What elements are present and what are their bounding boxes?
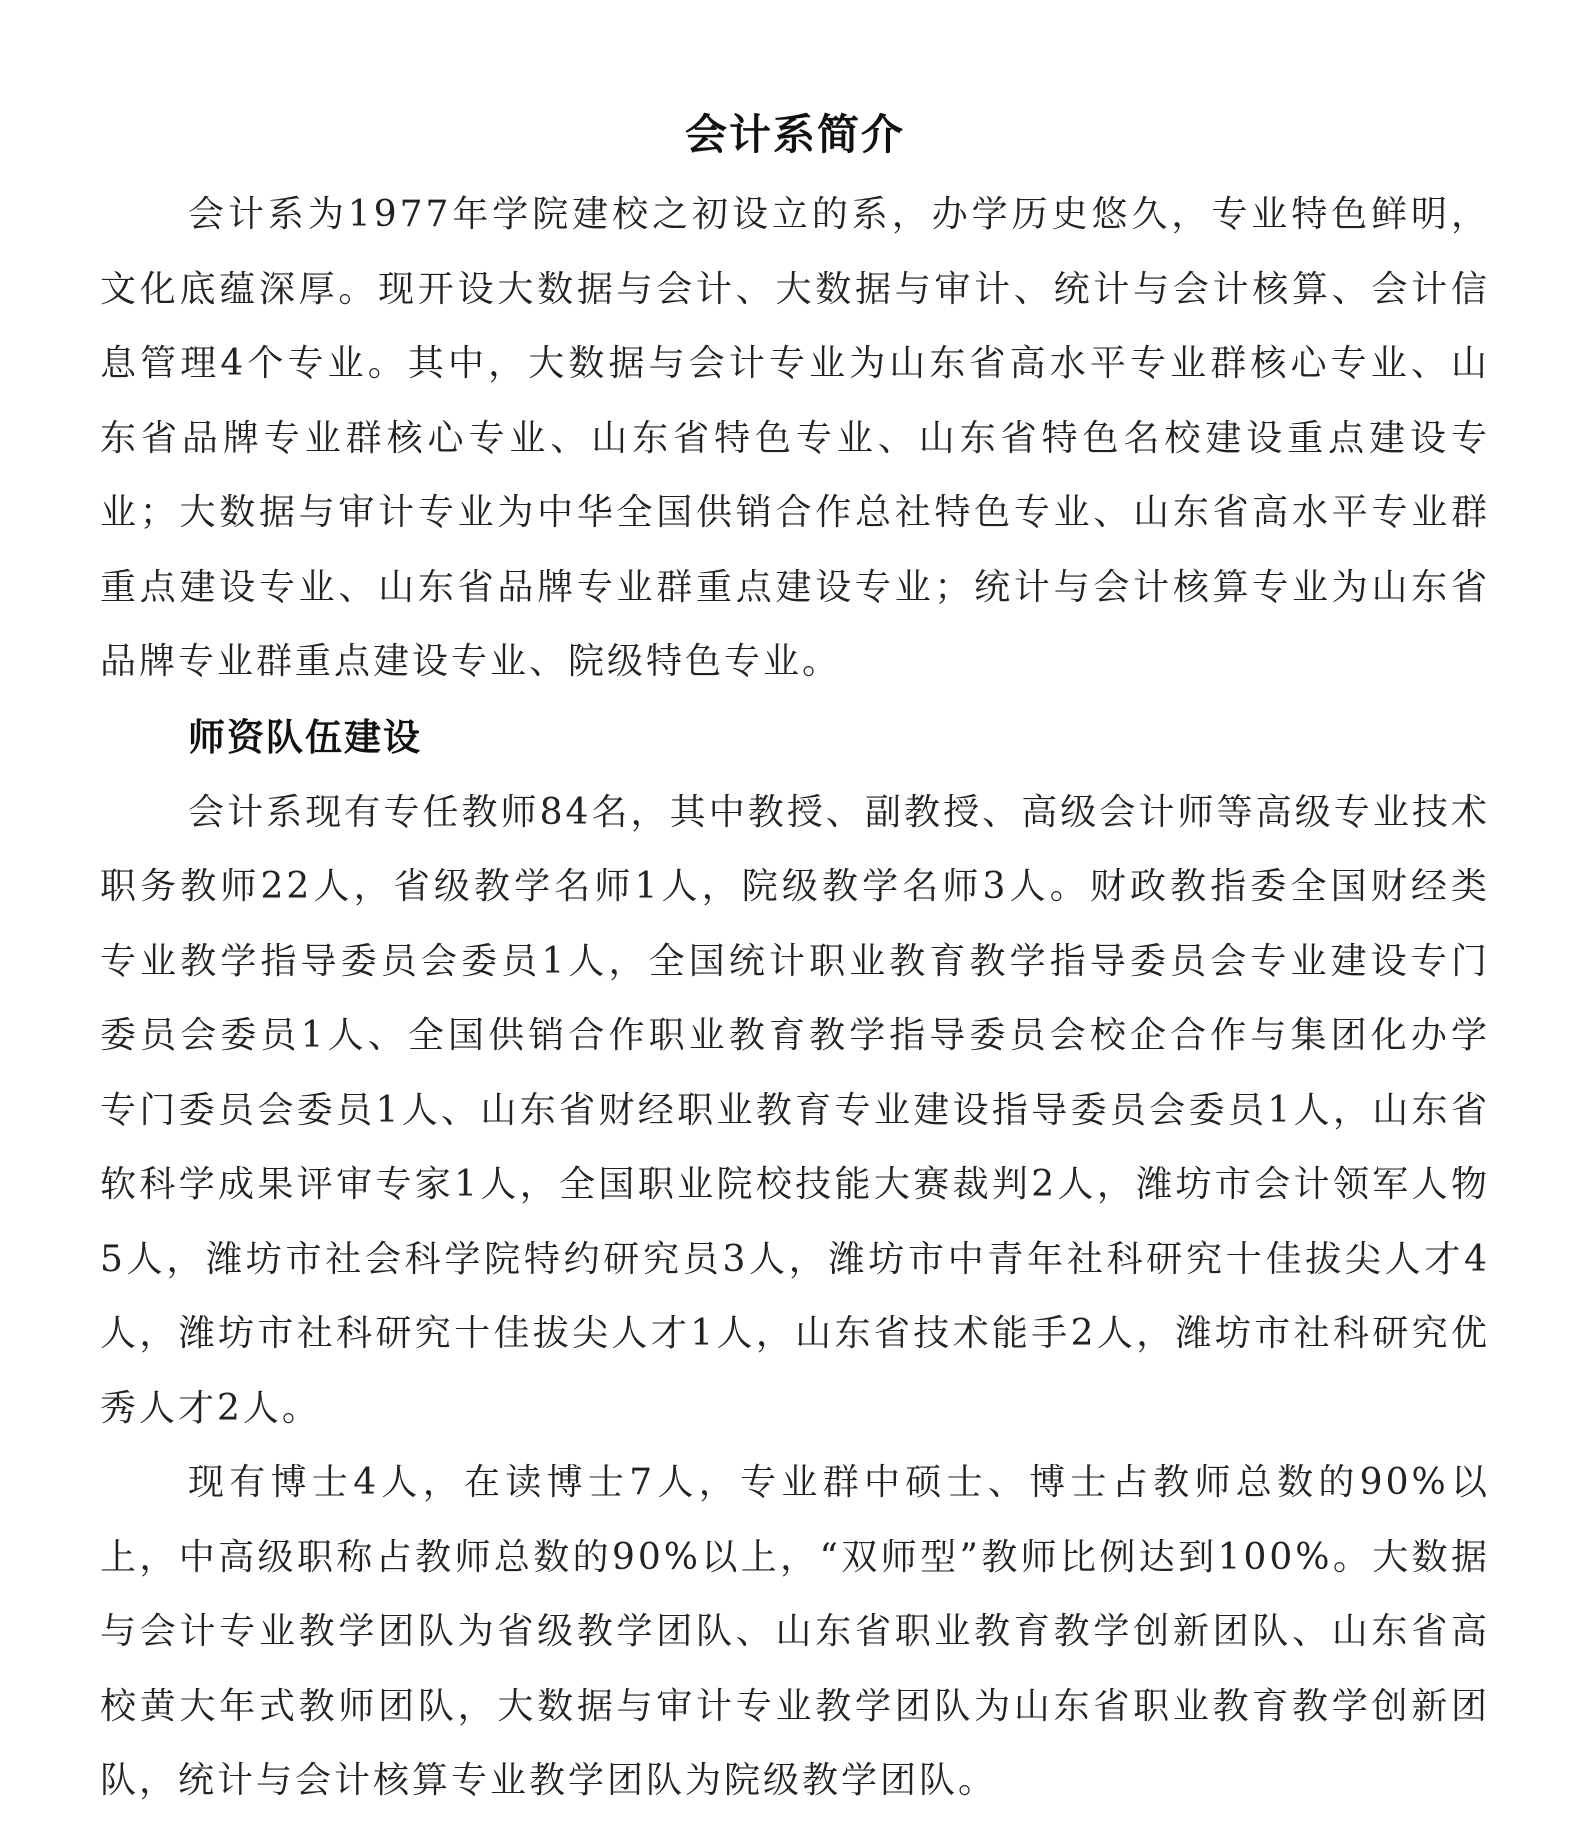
faculty-paragraph: 会计系现有专任教师84名，其中教授、副教授、高级会计师等高级专业技术职务教师22人，省级教学名师1人，院级教学名师3人。财政教指委全国财经类专业教学指导委员会委员1人，全国统计职业教育教学指导委员会专业建设专门委员会委员1人、全国供销合作职业教育教学指导委员会校企合作与集团化办学专门委员会委员1人、山东省财经职业教育专业建设指导委员会委员1人，山东省软科学成果评审专家1人，全国职业院校技能大赛裁判2人，潍坊市会计领军人物5人，潍坊市社会科学院特约研究员3人，潍坊市中青年社科研究十佳拔尖人才4人，潍坊市社科研究十佳拔尖人才1人，山东省技术能手2人，潍坊市社科研究优秀人才2人。: [100, 791, 1490, 1429]
document-page: [100, 100, 1490, 1819]
document-title: 会计系简介: [684, 110, 905, 159]
section-heading-faculty: 师资队伍建设: [188, 715, 422, 759]
intro-paragraph: 会计系为1977年学院建校之初设立的系，办学历史悠久，专业特色鲜明，文化底蕴深厚。现开设大数据与会计、大数据与审计、统计与会计核算、会计信息管理4个专业。其中，大数据与会计专业为山东省高水平专业群核心专业、山东省品牌专业群核心专业、山东省特色专业、山东省特色名校建设重点建设专业；大数据与审计专业为中华全国供销合作总社特色专业、山东省高水平专业群重点建设专业、山东省品牌专业群重点建设专业；统计与会计核算专业为山东省品牌专业群重点建设专业、院级特色专业。: [100, 194, 1490, 682]
qualification-paragraph: 现有博士4人，在读博士7人，专业群中硕士、博士占教师总数的90%以上，中高级职称占教师总数的90%以上，“双师型”教师比例达到100%。大数据与会计专业教学团队为省级教学团队、山东省职业教育教学创新团队、山东省高校黄大年式教师团队，大数据与审计专业教学团队为山东省职业教育教学创新团队，统计与会计核算专业教学团队为院级教学团队。: [100, 1462, 1490, 1801]
